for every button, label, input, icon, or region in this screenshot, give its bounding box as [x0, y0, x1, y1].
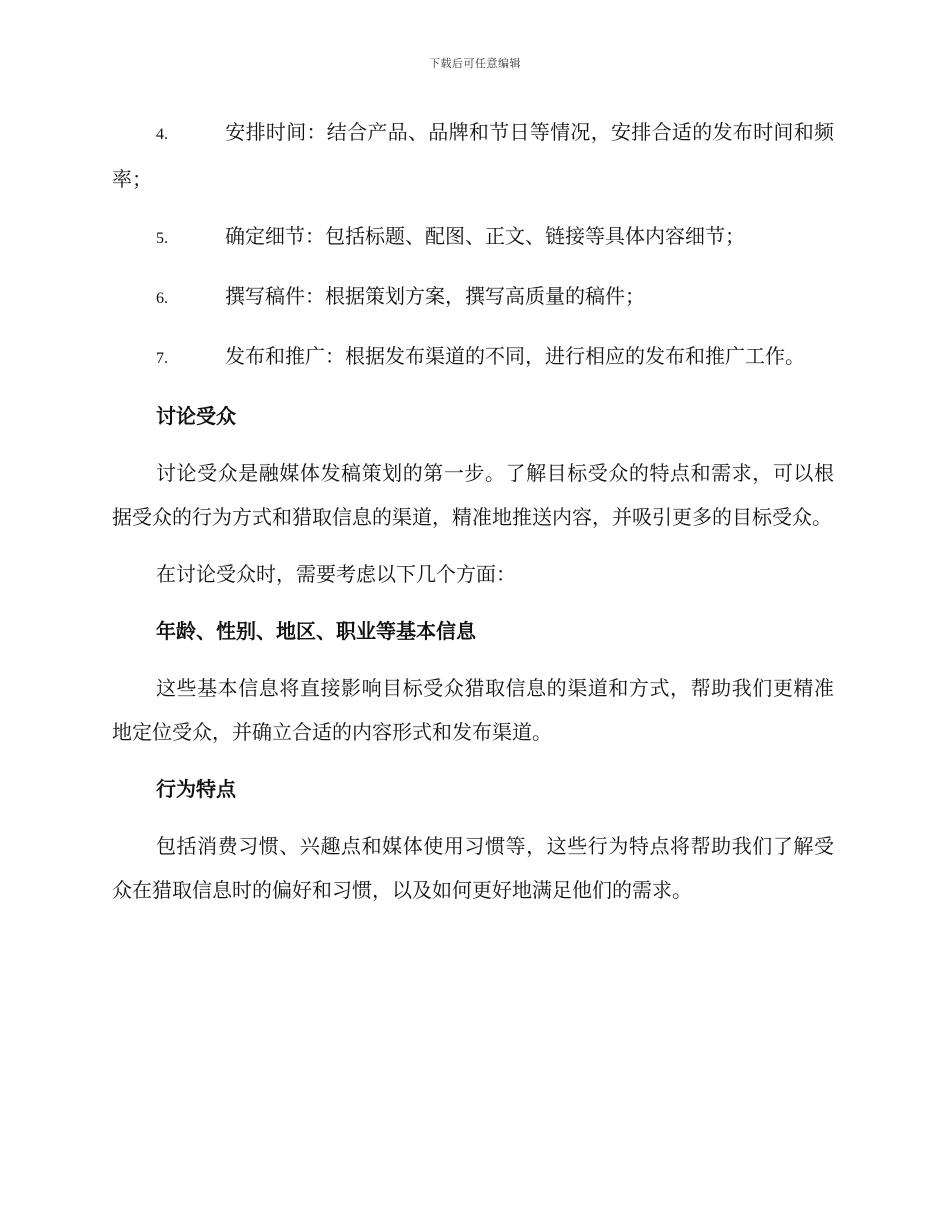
list-number: 4.	[156, 126, 168, 143]
paragraph-basic-info: 这些基本信息将直接影响目标受众猎取信息的渠道和方式，帮助我们更精准地定位受众，并确立合适的内容形式和发布渠道。	[112, 676, 834, 744]
document-body	[112, 110, 834, 925]
list-text: 安排时间：结合产品、品牌和节日等情况，安排合适的发布时间和频率；	[112, 120, 834, 191]
list-item-6	[112, 274, 834, 321]
list-number: 6.	[156, 290, 168, 307]
page-header: 下载后可任意编辑	[429, 57, 521, 70]
list-text: 确定细节：包括标题、配图、正文、链接等具体内容细节；	[225, 224, 745, 248]
list-text: 发布和推广：根据发布渠道的不同，进行相应的发布和推广工作。	[225, 344, 805, 368]
list-number: 7.	[156, 350, 168, 367]
section-heading-basic-info: 年龄、性别、地区、职业等基本信息	[156, 619, 476, 643]
list-item-4	[112, 110, 834, 201]
paragraph-behavior: 包括消费习惯、兴趣点和媒体使用习惯等，这些行为特点将帮助我们了解受众在猎取信息时的偏好和习惯，以及如何更好地满足他们的需求。	[112, 834, 834, 902]
list-number: 5.	[156, 230, 168, 247]
list-text: 撰写稿件：根据策划方案，撰写高质量的稿件；	[225, 284, 645, 308]
list-item-7	[112, 334, 834, 381]
paragraph-consider: 在讨论受众时，需要考虑以下几个方面：	[156, 562, 516, 586]
section-heading-audience: 讨论受众	[156, 404, 236, 428]
section-heading-behavior: 行为特点	[156, 777, 236, 801]
list-item-5	[112, 214, 834, 261]
paragraph-audience: 讨论受众是融媒体发稿策划的第一步。了解目标受众的特点和需求，可以根据受众的行为方式和猎取信息的渠道，精准地推送内容，并吸引更多的目标受众。	[112, 461, 834, 529]
